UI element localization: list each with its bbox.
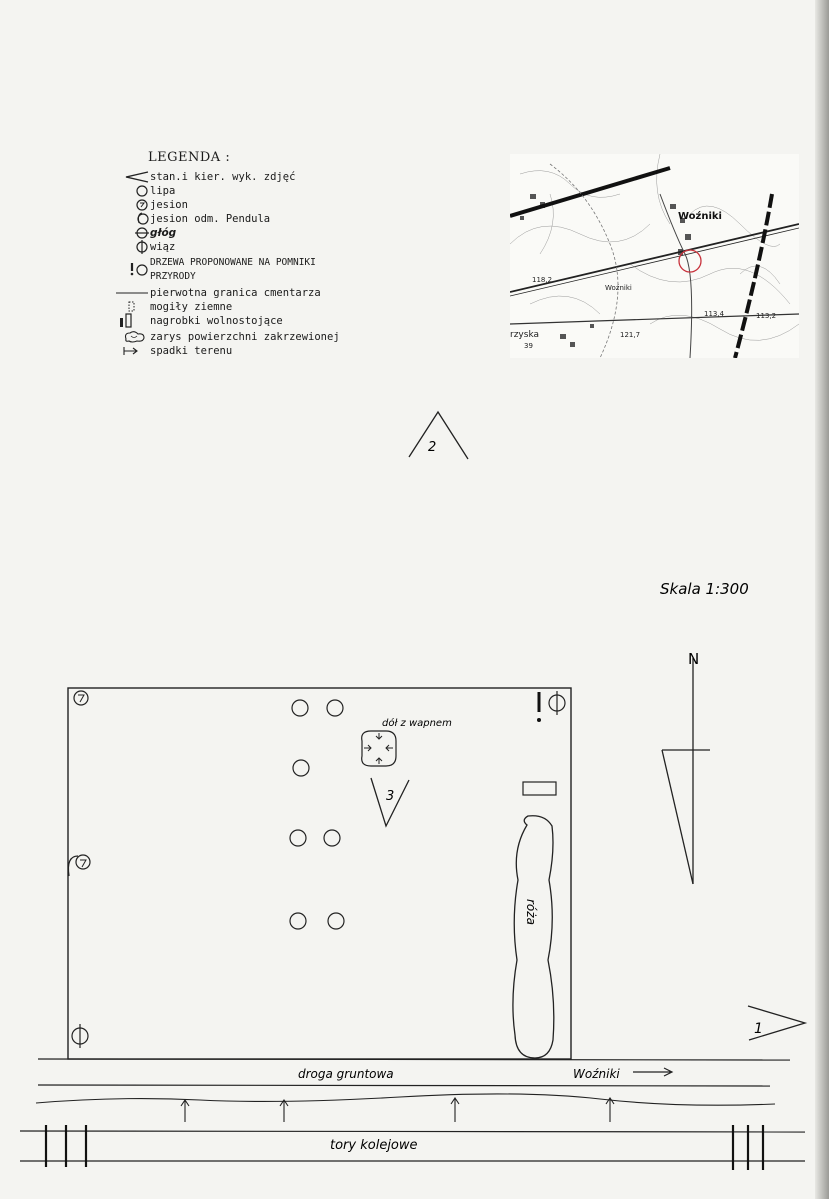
elm-icon <box>72 1024 88 1048</box>
lime-pit-label: dół z wapnem <box>382 718 452 729</box>
photo-station-1 <box>748 1006 805 1040</box>
map-place-label: Woźniki <box>678 211 722 222</box>
legend-label: lipa <box>150 184 176 197</box>
legend-label: zarys powierzchni zakrzewionej <box>150 330 340 343</box>
lime-pit <box>362 717 452 766</box>
legend-title: LEGENDA : <box>148 150 231 165</box>
direction-label: Woźniki <box>573 1067 620 1081</box>
legend-label: jesion odm. Pendula <box>150 212 271 225</box>
photo-number: 2 <box>428 440 437 455</box>
map-number-label: 39 <box>524 342 533 350</box>
legend-label: spadki terenu <box>150 344 233 357</box>
legend-label: nagrobki wolnostojące <box>150 314 283 327</box>
north-label: N <box>688 650 700 668</box>
lime-tree-icon <box>290 700 344 929</box>
legend-label: pierwotna granica cmentarza <box>150 286 321 299</box>
map-elevation-label: 118,2 <box>532 276 553 284</box>
cemetery-boundary <box>68 688 571 1059</box>
photo-station-2 <box>409 412 468 459</box>
gravestone <box>523 782 556 795</box>
road-label: droga gruntowa <box>298 1067 394 1081</box>
photo-station-3 <box>371 778 409 826</box>
embankment <box>36 1094 775 1122</box>
north-arrow <box>662 650 710 884</box>
railway <box>20 1125 805 1170</box>
dirt-road <box>38 1059 790 1086</box>
legend-label: mogiły ziemne <box>150 300 233 313</box>
railway-label: tory kolejowe <box>330 1138 418 1153</box>
rose-bed-label: róża <box>524 899 538 925</box>
legend-label: głóg <box>150 226 177 239</box>
map-elevation-label: 113,4 <box>704 310 725 318</box>
map-place-label: rzyska <box>510 330 540 340</box>
legend-label: stan.i kier. wyk. zdjęć <box>150 170 296 183</box>
photo-number: 3 <box>386 789 395 804</box>
map-elevation-label: 121,7 <box>620 331 641 339</box>
legend-label: wiąz <box>150 240 176 253</box>
photo-number: 1 <box>754 1021 763 1037</box>
legend-label: DRZEWA PROPONOWANE NA POMNIKI PRZYRODY <box>150 257 316 282</box>
map-place-label: Woźniki <box>605 284 632 292</box>
weeping-ash-icon <box>68 855 90 876</box>
map-elevation-label: 113,2 <box>756 312 777 320</box>
scale-label: Skala 1:300 <box>660 580 749 598</box>
ash-tree-icon <box>74 691 88 705</box>
legend-label: jesion <box>150 198 188 211</box>
rose-bed <box>513 816 554 1058</box>
proposed-monument-tree <box>537 691 565 722</box>
